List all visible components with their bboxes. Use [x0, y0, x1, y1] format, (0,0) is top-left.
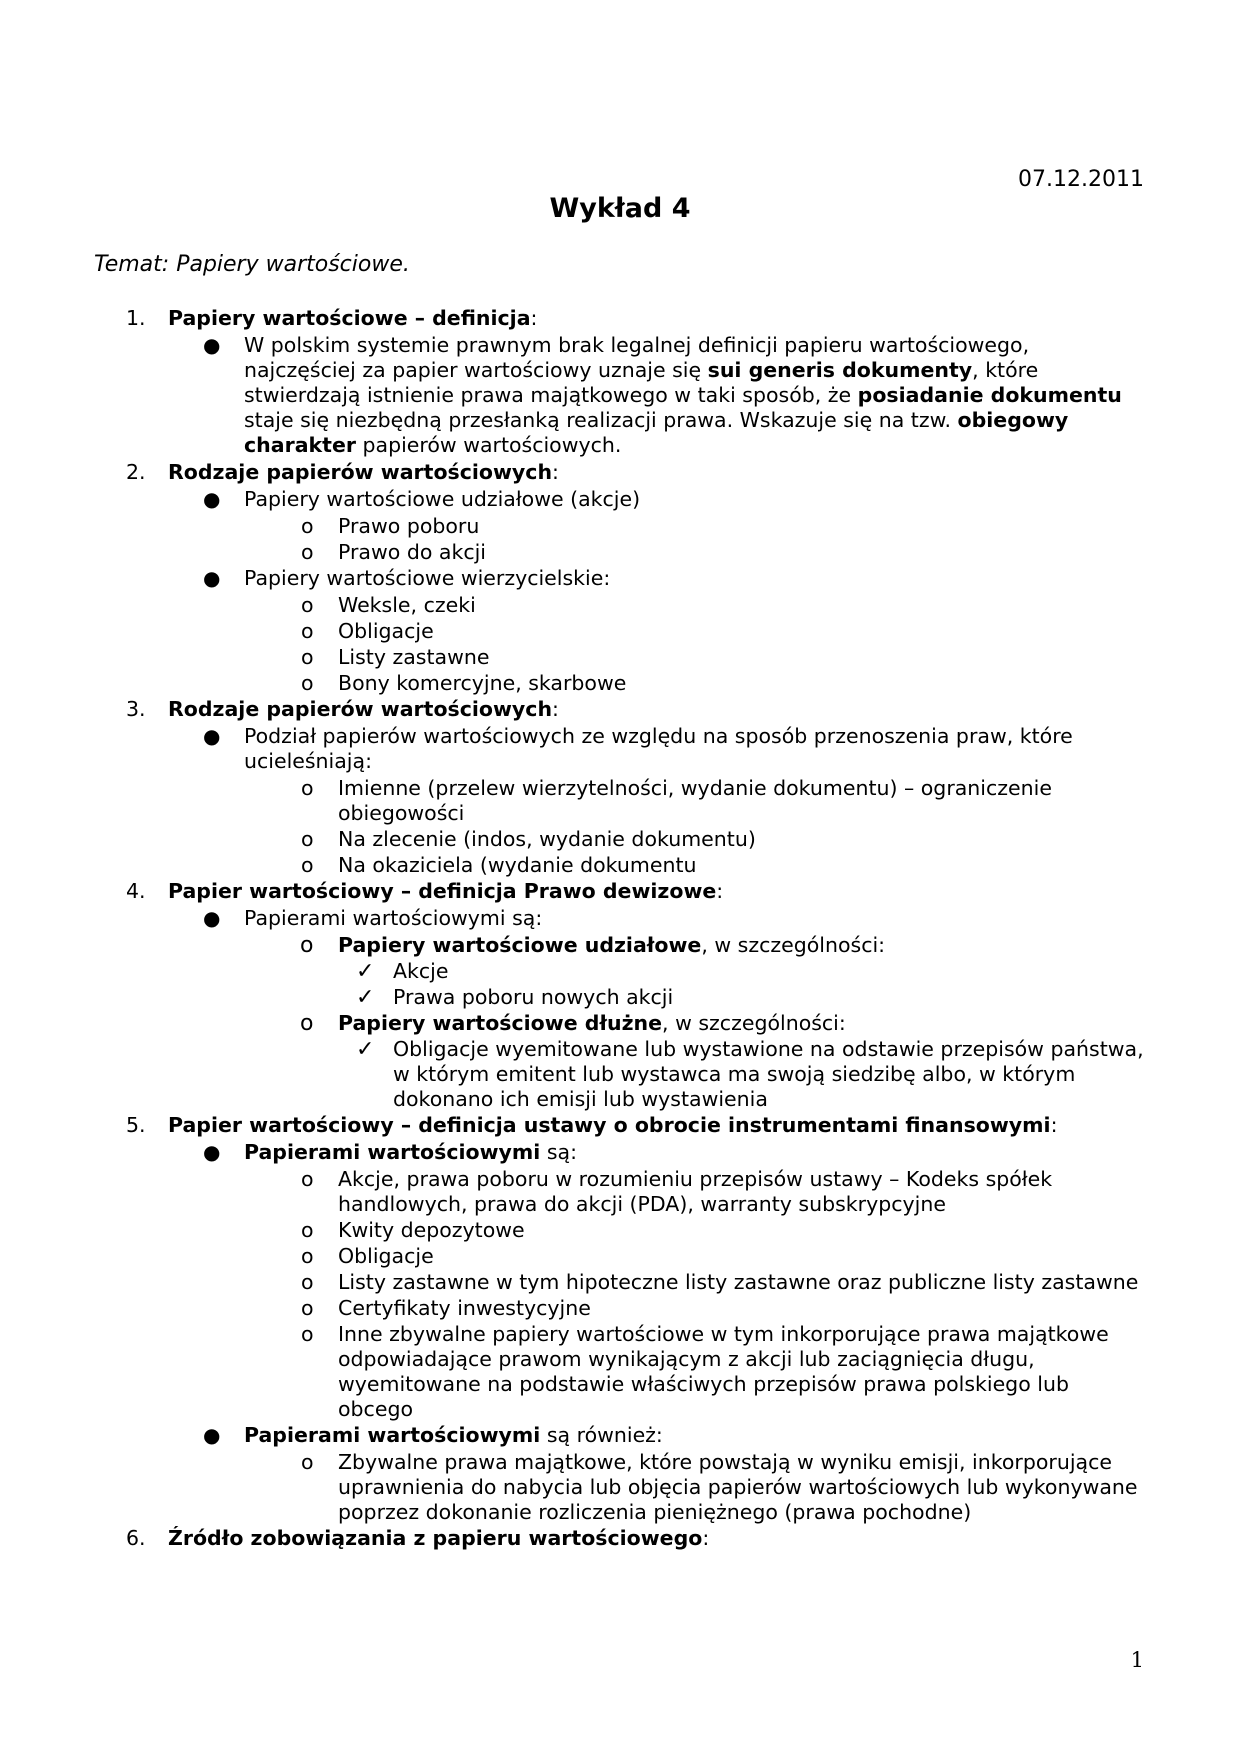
checkmark-icon: ✓ [356, 959, 375, 984]
text-run: Certyfikaty inwestycyjne [338, 1296, 591, 1320]
sub-item-text [338, 853, 1146, 878]
section-title-bold: Źródło zobowiązania z papieru wartościowego [168, 1526, 703, 1550]
bold-text: posiadanie dokumentu [857, 383, 1122, 407]
section-title [168, 306, 1146, 331]
sub-item [126, 540, 1146, 565]
circle-bullet-icon: o [301, 1218, 314, 1242]
bullet-text [244, 724, 1146, 774]
text-run: , w szczególności: [662, 1011, 846, 1035]
text-run: , które stwierdzają istnienie prawa majątkowego w taki sposób, że [244, 358, 1039, 407]
page-number: 1 [1130, 1648, 1144, 1672]
bullet-icon: ● [203, 333, 221, 357]
bullet-icon: ● [203, 906, 221, 930]
section-number: 6. [126, 1526, 146, 1550]
sub-item [126, 1244, 1146, 1269]
bullet-text [244, 566, 1146, 591]
text-run: są: [540, 1140, 577, 1164]
section-heading [126, 1526, 1146, 1551]
sub-item-text [338, 1296, 1146, 1321]
lecture-date: 07.12.2011 [1018, 167, 1144, 192]
sub-item [126, 1218, 1146, 1243]
text-run: Obligacje [338, 1244, 434, 1268]
bullet-text [244, 1423, 1146, 1448]
text-run: W polskim systemie prawnym brak legalnej definicji papieru wartościowego, najczęściej za papier wartościowy uznaje się [244, 333, 1030, 382]
text-run: Obligacje [338, 619, 434, 643]
text-run: Listy zastawne w tym hipoteczne listy zastawne oraz publiczne listy zastawne [338, 1270, 1139, 1294]
section-title-bold: Papier wartościowy – definicja ustawy o obrocie instrumentami finansowymi [168, 1113, 1051, 1137]
text-run: Bony komercyjne, skarbowe [338, 671, 627, 695]
check-item-text [393, 959, 1146, 984]
section-heading [126, 306, 1146, 331]
sub-item-text [338, 1322, 1146, 1422]
sub-item [126, 776, 1146, 826]
check-item [126, 959, 1146, 984]
bold-text: obiegowy charakter [244, 408, 1069, 457]
circle-bullet-icon: o [301, 1296, 314, 1320]
sub-item [126, 853, 1146, 878]
sub-item [126, 1167, 1146, 1217]
section-heading [126, 697, 1146, 722]
bullet-icon: ● [203, 724, 221, 748]
bullet-item [126, 724, 1146, 774]
text-run: Na zlecenie (indos, wydanie dokumentu) [338, 827, 756, 851]
circle-bullet-icon: o [301, 1167, 314, 1191]
section-title-suffix: : [552, 697, 559, 721]
circle-bullet-icon: o [301, 645, 314, 669]
text-run: są również: [540, 1423, 663, 1447]
circle-bullet-icon: o [301, 619, 314, 643]
lecture-outline [126, 306, 1146, 1553]
circle-bullet-icon: o [301, 671, 314, 695]
sub-item [126, 1322, 1146, 1422]
sub-item [126, 514, 1146, 539]
sub-item-text [338, 933, 1146, 958]
circle-bullet-icon: o [301, 514, 314, 538]
sub-item [126, 645, 1146, 670]
sub-item-text [338, 1011, 1146, 1036]
page-title: Wykład 4 [549, 193, 691, 224]
circle-bullet-icon: o [301, 776, 314, 800]
text-run: Kwity depozytowe [338, 1218, 525, 1242]
section-title [168, 1113, 1146, 1138]
text-run: Papierami wartościowymi są: [244, 906, 543, 930]
bold-text: Papiery wartościowe udziałowe [338, 933, 702, 957]
text-run: staje się niezbędną przesłanką realizacji prawa. Wskazuje się na tzw. [244, 408, 958, 432]
text-run: Papiery wartościowe udziałowe (akcje) [244, 487, 641, 511]
text-run: Listy zastawne [338, 645, 490, 669]
sub-item-text [338, 619, 1146, 644]
circle-bullet-icon: o [301, 593, 314, 617]
section-number: 5. [126, 1113, 146, 1137]
bullet-text [244, 906, 1146, 931]
sub-item [126, 1011, 1146, 1036]
section-title [168, 460, 1146, 485]
sub-item-text [338, 1450, 1146, 1525]
bullet-item [126, 333, 1146, 458]
check-item [126, 985, 1146, 1010]
section-number: 1. [126, 306, 146, 330]
section-number: 2. [126, 460, 146, 484]
section-title-bold: Papiery wartościowe – definicja [168, 306, 531, 330]
text-run: Obligacje wyemitowane lub wystawione na odstawie przepisów państwa, w którym emitent lub wystawca ma swoją siedzibę albo, w którym dokonano ich emisji lub wystawienia [393, 1037, 1144, 1111]
sub-item [126, 827, 1146, 852]
bullet-item [126, 1423, 1146, 1448]
text-run: papierów wartościowych. [355, 433, 622, 457]
sub-item-text [338, 1218, 1146, 1243]
section-title-suffix: : [552, 460, 559, 484]
section-title-bold: Rodzaje papierów wartościowych [168, 697, 553, 721]
bullet-item [126, 1140, 1146, 1165]
text-run: Weksle, czeki [338, 593, 476, 617]
sub-item-text [338, 540, 1146, 565]
section-number: 4. [126, 879, 146, 903]
text-run: Prawa poboru nowych akcji [393, 985, 674, 1009]
text-run: Prawo do akcji [338, 540, 486, 564]
bullet-item [126, 487, 1146, 512]
sub-item-text [338, 593, 1146, 618]
circle-bullet-icon: o [301, 1270, 314, 1294]
bullet-icon: ● [203, 1423, 221, 1447]
section-title-suffix: : [702, 1526, 710, 1550]
sub-item [126, 933, 1146, 958]
circle-bullet-icon: o [301, 827, 314, 851]
text-run: Akcje [393, 959, 449, 983]
check-item-text [393, 1037, 1146, 1112]
circle-bullet-icon: o [300, 933, 314, 958]
sub-item [126, 1270, 1146, 1295]
section-title-suffix: : [530, 306, 538, 330]
circle-bullet-icon: o [301, 1244, 314, 1268]
bullet-text [244, 487, 1146, 512]
sub-item-text [338, 1270, 1146, 1295]
sub-item-text [338, 1167, 1146, 1217]
circle-bullet-icon: o [300, 1011, 314, 1036]
text-run: Imienne (przelew wierzytelności, wydanie dokumentu) – ograniczenie obiegowości [338, 776, 1052, 825]
sub-item-text [338, 776, 1146, 826]
bullet-item [126, 566, 1146, 591]
check-item [126, 1037, 1146, 1112]
section-title-suffix: : [1050, 1113, 1058, 1137]
bullet-text [244, 333, 1146, 458]
check-item-text [393, 985, 1146, 1010]
bold-text: Papierami wartościowymi [244, 1140, 541, 1164]
sub-item-text [338, 671, 1146, 696]
bullet-item [126, 906, 1146, 931]
circle-bullet-icon: o [301, 1322, 314, 1346]
bullet-text [244, 1140, 1146, 1165]
topic-line: Temat: Papiery wartościowe. [94, 252, 410, 277]
sub-item-text [338, 645, 1146, 670]
circle-bullet-icon: o [301, 540, 314, 564]
sub-item-text [338, 1244, 1146, 1269]
sub-item [126, 1450, 1146, 1525]
text-run: Na okaziciela (wydanie dokumentu [338, 853, 697, 877]
checkmark-icon: ✓ [356, 1037, 375, 1062]
sub-item [126, 671, 1146, 696]
section-heading [126, 460, 1146, 485]
section-heading [126, 879, 1146, 904]
circle-bullet-icon: o [301, 1450, 314, 1474]
text-run: Akcje, prawa poboru w rozumieniu przepisów ustawy – Kodeks spółek handlowych, prawa do akcji (PDA), warranty subskrypcyjne [338, 1167, 1053, 1216]
text-run: Podział papierów wartościowych ze względu na sposób przenoszenia praw, które ucieleśniają: [244, 724, 1073, 773]
bullet-icon: ● [203, 566, 221, 590]
text-run: Inne zbywalne papiery wartościowe w tym inkorporujące prawa majątkowe odpowiadające prawom wynikającym z akcji lub zaciągnięcia długu, wyemitowane na podstawie właściwych przepisów prawa polskiego lub obcego [338, 1322, 1109, 1421]
text-run: Prawo poboru [338, 514, 480, 538]
section-title-bold: Rodzaje papierów wartościowych [168, 460, 553, 484]
text-run: Papiery wartościowe wierzycielskie: [244, 566, 611, 590]
section-number: 3. [126, 697, 146, 721]
bullet-icon: ● [203, 487, 221, 511]
section-title [168, 879, 1146, 904]
section-heading [126, 1113, 1146, 1138]
sub-item-text [338, 514, 1146, 539]
section-title-suffix: : [716, 879, 724, 903]
section-title-bold: Papier wartościowy – definicja Prawo dewizowe [168, 879, 717, 903]
bold-text: sui generis dokumenty [707, 358, 973, 382]
checkmark-icon: ✓ [356, 985, 375, 1010]
bold-text: Papiery wartościowe dłużne [338, 1011, 663, 1035]
bullet-icon: ● [203, 1140, 221, 1164]
text-run: , w szczególności: [701, 933, 886, 957]
sub-item [126, 619, 1146, 644]
section-title [168, 697, 1146, 722]
circle-bullet-icon: o [301, 853, 314, 877]
bold-text: Papierami wartościowymi [244, 1423, 541, 1447]
sub-item [126, 593, 1146, 618]
section-title [168, 1526, 1146, 1551]
sub-item-text [338, 827, 1146, 852]
text-run: Zbywalne prawa majątkowe, które powstają w wyniku emisji, inkorporujące uprawnienia do nabycia lub objęcia papierów wartościowych lub wykonywane poprzez dokonanie rozliczenia pieniężnego (prawa pochodne) [338, 1450, 1138, 1524]
sub-item [126, 1296, 1146, 1321]
